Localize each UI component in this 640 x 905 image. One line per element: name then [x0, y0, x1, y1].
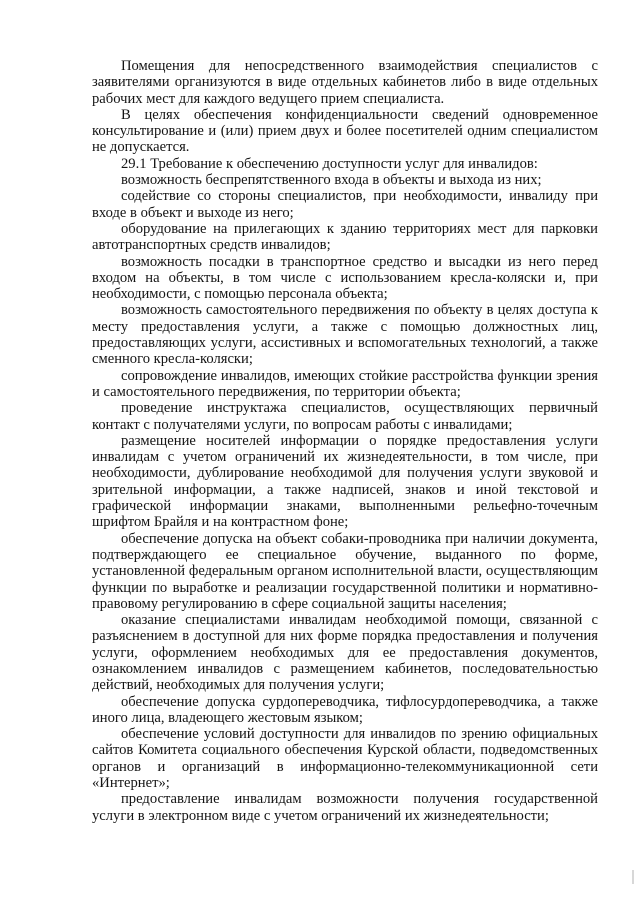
scan-edge-mark: [632, 870, 634, 884]
list-item-entrance: возможность беспрепятственного входа в объекты и выхода из них;: [121, 172, 542, 189]
list-item-help-explanation: оказание специалистами инвалидам необходимой помощи, связанной с разъяснением в доступной для них форме порядка предоставления и получения услуги, оформлением необходимых для ее предоставления документов, ознакомлением инвалидов с размещением кабинетов, последовательностью действий, необходимых для получения услуги;: [92, 612, 598, 694]
section-heading-29-1: 29.1 Требование к обеспечению доступности услуг для инвалидов:: [121, 155, 538, 172]
list-item-staff-assistance: содействие со стороны специалистов, при необходимости, инвалиду при входе в объект и выходе из него;: [92, 188, 598, 221]
paragraph-premises: Помещения для непосредственного взаимодействия специалистов с заявителями организуются в виде отдельных кабинетов либо в виде отдельных рабочих мест для каждого ведущего прием специалиста.: [92, 58, 598, 107]
document-page: [92, 58, 598, 824]
list-item-guide-dog: обеспечение допуска на объект собаки-проводника при наличии документа, подтверждающего ее специальное обучение, выданного по форме, установленной федеральным органом исполнительной власти, осуществляющим функции по выработке и реализации государственной политики и нормативно-правовому регулированию в сфере социальной защиты населения;: [92, 530, 598, 612]
paragraph-confidentiality: В целях обеспечения конфиденциальности сведений одновременное консультирование и (или) прием двух и более посетителей одним специалистом не допускается.: [92, 106, 598, 156]
list-item-staff-briefing: проведение инструктажа специалистов, осуществляющих первичный контакт с получателями услуги, по вопросам работы с инвалидами;: [92, 400, 598, 433]
list-item-escort: сопровождение инвалидов, имеющих стойкие расстройства функции зрения и самостоятельного передвижения, по территории объекта;: [92, 367, 598, 400]
list-item-vehicle-boarding: возможность посадки в транспортное средство и высадки из него перед входом на объекты, в том числе с использованием кресла-коляски и, при необходимости, с помощью персонала объекта;: [92, 253, 598, 303]
list-item-information-media: размещение носителей информации о порядке предоставления услуги инвалидам с учетом ограничений их жизнедеятельности, в том числе, при необходимости, дублирование необходимой для получения услуги звуковой и зрительной информации, а также надписей, знаков и иной текстовой и графической информации знаками, выполненными рельефно-точечным шрифтом Брайля и на контрастном фоне;: [92, 432, 598, 531]
list-item-movement: возможность самостоятельного передвижения по объекту в целях доступа к месту предоставления услуги, а также с помощью должностных лиц, предоставляющих услуги, ассистивных и вспомогательных технологий, а также сменного кресла-коляски;: [92, 302, 598, 368]
list-item-website-accessibility: обеспечение условий доступности для инвалидов по зрению официальных сайтов Комитета социального обеспечения Курской области, подведомственных органов и организаций в информационно-телекоммуникационной сети «Интернет»;: [92, 726, 598, 792]
list-item-parking: оборудование на прилегающих к зданию территориях мест для парковки автотранспортных средств инвалидов;: [92, 220, 598, 254]
list-item-electronic-service: предоставление инвалидам возможности получения государственной услуги в электронном виде с учетом ограничений их жизнедеятельности;: [92, 791, 598, 824]
list-item-sign-interpreter: обеспечение допуска сурдопереводчика, тифлосурдопереводчика, а также иного лица, владеющего жестовым языком;: [92, 693, 598, 726]
